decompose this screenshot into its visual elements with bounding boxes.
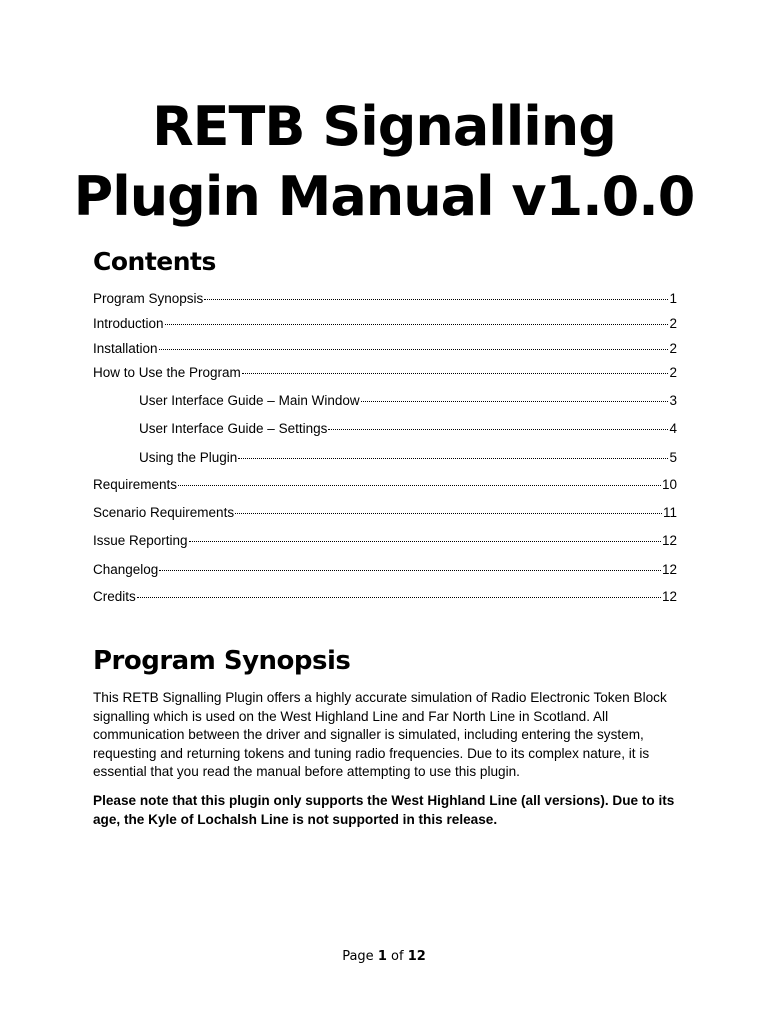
synopsis-note: Please note that this plugin only supports the West Highland Line (all versions). Due to its age, the Kyle of Lochalsh Line is not supported in this release.	[93, 793, 675, 827]
toc-entry[interactable]	[93, 504, 677, 522]
title-line-1: RETB Signalling	[152, 95, 616, 158]
toc-entry-label: Scenario Requirements	[93, 505, 235, 520]
toc-entry-page: 12	[661, 533, 677, 548]
toc-entry-label: Program Synopsis	[93, 291, 204, 306]
title-line-2: Plugin Manual v1.0.0	[73, 165, 695, 228]
footer-current-page: 1	[377, 949, 387, 964]
toc-entry-label: User Interface Guide – Settings	[139, 421, 328, 436]
toc-entry[interactable]	[139, 449, 677, 467]
toc-dot-leader	[361, 400, 669, 402]
toc-dot-leader	[238, 457, 668, 459]
toc-dot-leader	[137, 596, 661, 598]
toc-entry-page: 2	[669, 365, 677, 380]
footer-of-label: of	[391, 949, 404, 964]
toc-dot-leader	[159, 569, 661, 571]
toc-entry-page: 2	[669, 316, 677, 331]
toc-dot-leader	[204, 298, 668, 300]
toc-dot-leader	[159, 348, 669, 350]
toc-entry[interactable]	[93, 290, 677, 308]
toc-entry[interactable]	[93, 476, 677, 494]
toc-entry-page: 2	[669, 341, 677, 356]
toc-entry-page: 10	[661, 477, 677, 492]
synopsis-heading: Program Synopsis	[93, 646, 351, 676]
toc-entry-label: Introduction	[93, 316, 164, 331]
footer-total-pages: 12	[407, 949, 426, 964]
toc-entry-label: Installation	[93, 341, 158, 356]
toc-entry-page: 4	[669, 421, 677, 436]
toc-dot-leader	[235, 512, 662, 514]
toc-entry-page: 12	[661, 562, 677, 577]
toc-entry-label: User Interface Guide – Main Window	[139, 393, 360, 408]
toc-entry-page: 1	[669, 291, 677, 306]
document-title	[0, 92, 768, 232]
toc-entry-page: 5	[669, 450, 677, 465]
toc-entry[interactable]	[93, 588, 677, 606]
toc-entry-page: 11	[662, 505, 677, 520]
toc-entry[interactable]	[139, 392, 677, 410]
toc-entry[interactable]	[93, 532, 677, 550]
toc-entry-label: Changelog	[93, 562, 159, 577]
toc-entry[interactable]	[93, 364, 677, 382]
synopsis-paragraph: This RETB Signalling Plugin offers a highly accurate simulation of Radio Electronic Token Block signalling which is used on the West Highland Line and Far North Line in Scotland. All communication between the driver and signaller is simulated, including entering the system, requesting and returning tokens and tuning radio frequencies. Due to its complex nature, it is essential that you read the manual before attempting to use this plugin.	[93, 690, 667, 780]
toc-dot-leader	[328, 428, 668, 430]
toc-entry[interactable]	[93, 561, 677, 579]
toc-entry[interactable]	[93, 315, 677, 333]
toc-entry-page: 3	[669, 393, 677, 408]
toc-entry-label: Credits	[93, 589, 136, 604]
contents-heading: Contents	[93, 247, 216, 276]
toc-entry-label: Requirements	[93, 477, 178, 492]
footer-page-prefix: Page	[342, 949, 374, 964]
toc-entry-label: How to Use the Program	[93, 365, 241, 380]
toc-entry-label: Issue Reporting	[93, 533, 188, 548]
page-footer	[0, 948, 768, 966]
toc-dot-leader	[189, 540, 661, 542]
toc-dot-leader	[165, 323, 669, 325]
toc-dot-leader	[178, 484, 661, 486]
toc-entry[interactable]	[93, 340, 677, 358]
toc-entry-label: Using the Plugin	[139, 450, 238, 465]
toc-entry[interactable]	[139, 420, 677, 438]
toc-entry-page: 12	[661, 589, 677, 604]
toc-dot-leader	[242, 372, 669, 374]
